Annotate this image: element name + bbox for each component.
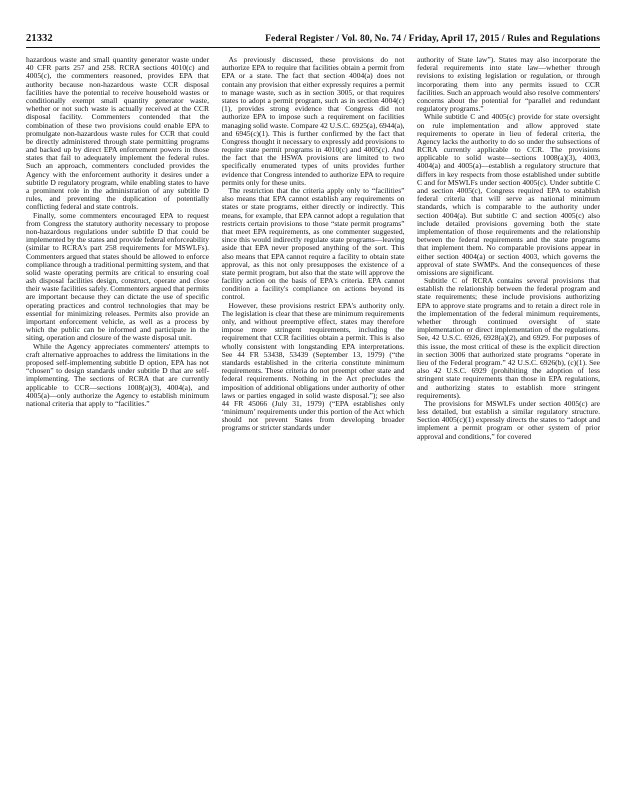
- paragraph: authority of State law”). States may also incorporate the federal requirements into state law—whether through revisions to existing legislation or regulation, or through incorporating them into any permits issued to CCR facilities. Such an approach would also resolve commenters' concerns about the potential for “parallel and redundant regulatory programs.”: [417, 56, 600, 114]
- paragraph: Subtitle C of RCRA contains several provisions that establish the relationship between the federal program and state requirements; these include provisions authorizing EPA to approve state programs and to retain a direct role in the implementation of the federal minimum requirements, whether through continued oversight of state implementation or direct implementation of the regulations. See, 42 U.S.C. 6926, 6928(a)(2), and 6929. For purposes of this issue, the most critical of these is the explicit direction in section 3006 that authorized state programs “operate in lieu of the Federal program.” 42 U.S.C. 6926(b), (c)(1). See also 42 U.S.C. 6929 (prohibiting the adoption of less stringent state requirements than those in EPA regulations, and authorizing states to establish more stringent requirements).: [417, 276, 600, 400]
- column-1: [26, 56, 209, 786]
- paragraph: The restriction that the criteria apply only to “facilities” also means that EPA cannot establish any requirements on states or state programs, either directly or indirectly. This means, for example, that EPA cannot adopt a regulation that restricts certain provisions to those “state permit programs” that meet EPA requirements, as one commenter suggested, since this would indirectly regulate state programs—leaving aside that EPA never proposed anything of the sort. This also means that EPA cannot require a facility to obtain state approval, as this not only presupposes the existence of a state permit program, but also that the state will approve the facility action on the basis of EPA's criteria. EPA cannot condition a facility's compliance on actions beyond its control.: [221, 186, 405, 302]
- paragraph: The provisions for MSWLFs under section 4005(c) are less detailed, but establish a similar regulatory structure. Section 4005(c)(1) expressly directs the states to “adopt and implement a permit program or other system of prior approval and conditions,” for covered: [417, 398, 600, 441]
- paragraph: However, these provisions restrict EPA's authority only. The legislation is clear that these are minimum requirements only, and without preemptive effect, states may therefore impose more stringent requirements, including the requirement that CCR facilities obtain a permit. This is also wholly consistent with longstanding EPA interpretations. See 44 FR 53438, 53439 (September 13, 1979) (“the standards established in the criteria constitute minimum requirements. These criteria do not preempt other state and federal requirements. Nothing in the Act precludes the imposition of additional obligations under authority of other laws or parties engaged in solid waste disposal.”); see also 44 FR 45066 (July 31, 1979) (“EPA establishes only ‘minimum’ requirements under this portion of the Act which should not prevent States from developing broader programs or stricter standards under: [221, 300, 405, 433]
- paragraph: While the Agency appreciates commenters' attempts to craft alternative approaches to address the limitations in the proposed self-implementing subtitle D option, EPA has not “chosen” to design standards under subtitle D that are self-implementing. The sections of RCRA that are currently applicable to CCR—sections 1008(a)(3), 4004(a), and 4005(a)—only authorize the Agency to establish minimum national criteria that apply to “facilities.”: [26, 341, 209, 408]
- paragraph: Finally, some commenters encouraged EPA to request from Congress the statutory authority necessary to propose non-hazardous regulations under subtitle D that could be implemented by the states and provide federal enforceability (similar to RCRA's part 258 requirements for MSWLFs). Commenters argued that states should be allowed to enforce compliance through a traditional permitting system, and that solid waste operating permits are critical to ensuring coal ash disposal facilities design, construct, operate and close their waste facilities safely. Commenters argued that permits are important because they can dictate the use of specific operating practices and control technologies that may be essential for minimizing releases. Permits also provide an important enforcement vehicle, as well as a process by which the public can be informed and participate in the siting, operation and closure of the waste disposal unit.: [26, 210, 209, 343]
- page-header: [26, 33, 600, 44]
- text-columns: [26, 56, 600, 786]
- column-2: [222, 56, 405, 786]
- page-number: 21332: [26, 33, 53, 44]
- paragraph: While subtitle C and 4005(c) provide for state oversight on rule implementation and allow approved state requirements to operate in lieu of federal criteria, the Agency lacks the authority to do so under the subsections of RCRA currently applicable to CCR. The provisions applicable to solid waste—sections 1008(a)(3), 4003, 4004(a) and 4005(a)—establish a regulatory structure that differs in key respects from those established under subtitle C and for MSWLFs under section 4005(c). Under subtitle C and section 4005(c), Congress required EPA to establish federal criteria that will serve as national minimum standards, which is comparable to the authority under section 4004(a). But subtitle C and section 4005(c) also include detailed provisions governing both the state implementation of those requirements and the relationship between the federal requirements and the state programs that implement them. No comparable provisions appear in either section 4004(a) or section 4003, which governs the approval of state SWMPs. And the consequences of these omissions are significant.: [417, 112, 600, 277]
- column-3: [417, 56, 600, 786]
- header-rule: [26, 47, 600, 48]
- paragraph: As previously discussed, these provisions do not authorize EPA to require that facilities obtain a permit from EPA or a state. The fact that section 4004(a) does not contain any provision that either expressly requires a permit to manage waste, such as in section 3005, or that requires states to adopt a permit program, such as in section 4004(c)(1), provides strong evidence that Congress did not authorize EPA to impose such a requirement on facilities managing solid waste. Compare 42 U.S.C. 6925(a), 6944(a), and 6945(c)(1). This is further confirmed by the fact that Congress thought it necessary to expressly add provisions to require state permit programs in 4010(c) and 4005(c). And the fact that the HSWA provisions are limited to two specifically enumerated types of units provides further evidence that Congress intended to authorize EPA to require permits only for these units.: [221, 56, 405, 187]
- paragraph: hazardous waste and small quantity generator waste under 40 CFR parts 257 and 258. RCRA sections 4010(c) and 4005(c), the commenters reasoned, provides EPA that authority because non-hazardous waste CCR disposal facilities have the potential to receive household wastes or conditionally exempt small quantity generator waste, whether or not such waste is actually received at the CCR disposal facility. Commenters contended that the combination of these two provisions could enable EPA to promulgate non-hazardous waste rules for CCR that could be directly administered through state permitting programs and backed up by direct EPA enforcement powers in those states that fail to adequately implement the federal rules. Such an approach, commenters concluded provides the Agency with the enforcement authority it desires under a subtitle D regulatory program, while enabling states to have a prominent role in the administration of any subtitle D rules, and preventing the duplication of potentially conflicting federal and state controls.: [26, 56, 209, 212]
- running-head: Federal Register / Vol. 80, No. 74 / Friday, April 17, 2015 / Rules and Regulations: [265, 34, 600, 44]
